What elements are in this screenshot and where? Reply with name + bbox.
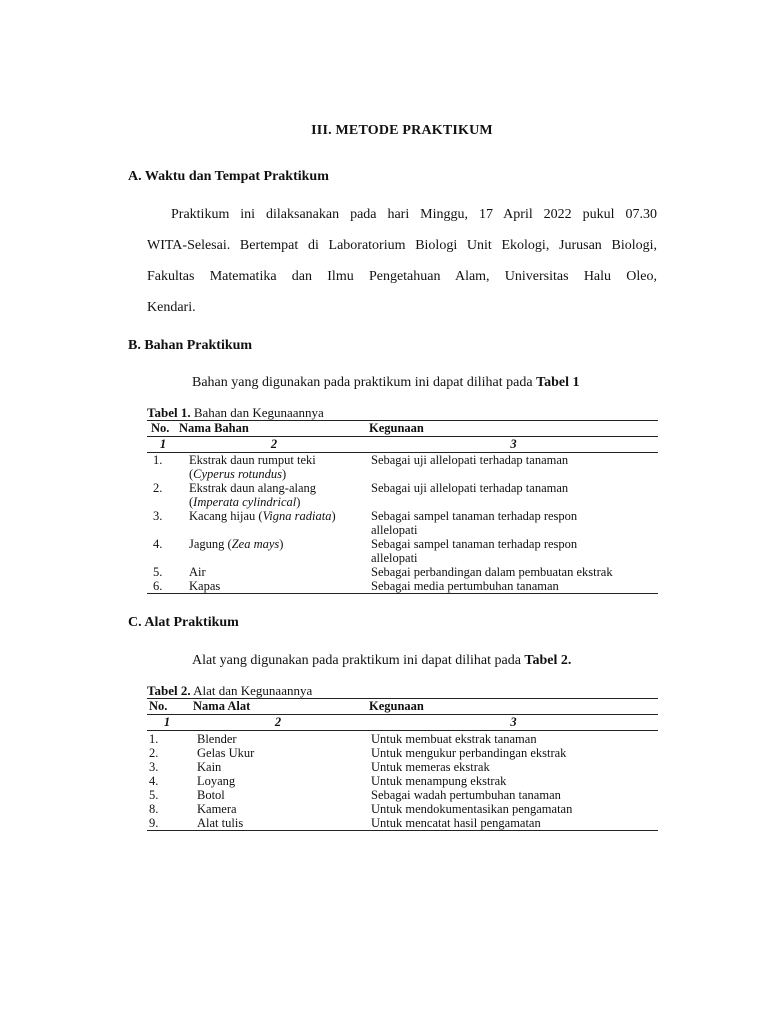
section-a-heading: A. Waktu dan Tempat Praktikum [128,169,329,184]
chapter-title: III. METODE PRAKTIKUM [311,123,493,138]
column-header-name: Nama Alat [187,699,369,715]
row-use: Untuk mengukur perbandingan ekstrak [371,746,567,760]
row-number: 2. [149,746,159,760]
row-number: 2. [153,481,163,495]
use-line: Sebagai sampel tanaman terhadap respon [371,537,578,551]
column-header-no: No. [147,699,187,715]
row-name: Blender [197,732,237,746]
row-number: 3. [153,509,163,523]
row-name [179,481,369,509]
row-name: Air [189,565,206,579]
row-name: Kain [197,760,222,774]
row-use: Untuk membuat ekstrak tanaman [371,732,537,746]
row-number: 4. [153,537,163,551]
material-name: Jagung ( [189,537,232,551]
row-name: Gelas Ukur [197,746,255,760]
paragraph-line: WITA-Selesai. Bertempat di Laboratorium Biologi Unit Ekologi, Jurusan Biologi, [147,238,657,253]
table-row [147,579,658,594]
table-1 [147,420,658,594]
paragraph-line: Praktikum ini dilaksanakan pada hari Minggu, 17 April 2022 pukul 07.30 [171,207,657,222]
table-row [147,746,658,760]
latin-close: ) [281,467,287,481]
use-line: Sebagai sampel tanaman terhadap respon [371,509,578,523]
column-number: 1 [147,437,179,453]
row-number: 1. [149,732,159,746]
use-line: allelopati [371,523,418,537]
section-a-paragraph [147,199,657,323]
intro-text: Alat yang digunakan pada praktikum ini dapat dilihat pada [192,653,525,668]
column-number: 2 [187,715,369,731]
row-use [369,509,658,537]
column-number: 3 [369,715,658,731]
latin-open: ( [189,495,194,509]
section-c-intro [192,653,571,669]
table-row [147,509,658,537]
section-b-intro [192,375,580,391]
column-number: 3 [369,437,658,453]
row-use: Sebagai uji allelopati terhadap tanaman [371,481,569,495]
use-line: allelopati [371,551,418,565]
row-number: 6. [147,579,179,594]
latin-name: Imperata cylindrical [193,495,297,509]
table-reference: Tabel 1 [536,375,580,390]
paragraph-line: Kendari. [147,300,196,315]
caption-label: Tabel 1. [147,405,191,420]
row-use: Untuk memeras ekstrak [371,760,490,774]
row-number: 5. [149,788,159,802]
row-number: 1. [153,453,163,467]
row-name: Alat tulis [187,816,369,831]
row-use: Untuk menampung ekstrak [371,774,507,788]
table-row [147,453,658,482]
material-name: Kacang hijau ( [189,509,263,523]
latin-close: ) [331,509,336,523]
column-number: 2 [179,437,369,453]
caption-text: Bahan dan Kegunaannya [190,405,324,420]
latin-close: ) [279,537,284,551]
section-b-heading: B. Bahan Praktikum [128,338,253,353]
latin-name: Cyperus rotundus [193,467,282,481]
intro-text: Bahan yang digunakan pada praktikum ini dapat dilihat pada [192,375,537,390]
column-header-use: Kegunaan [369,699,658,715]
caption-label: Tabel 2. [147,683,191,698]
table-row [147,774,658,788]
column-number: 1 [147,715,187,731]
table-row [147,788,658,802]
table-reference: Tabel 2. [524,653,572,668]
table-2 [147,698,658,831]
row-name: Loyang [197,774,236,788]
row-name [179,537,369,565]
column-header-use: Kegunaan [369,421,658,437]
latin-name: Zea mays [231,537,280,551]
table-row [147,481,658,509]
row-use: Sebagai uji allelopati terhadap tanaman [371,453,569,467]
row-number: 3. [149,760,159,774]
section-c-heading: C. Alat Praktikum [128,615,239,630]
latin-open: ( [189,467,194,481]
row-name: Kamera [197,802,237,816]
row-use: Sebagai wadah pertumbuhan tanaman [371,788,561,802]
row-name: Kapas [179,579,369,594]
row-use: Untuk mendokumentasikan pengamatan [371,802,573,816]
material-name: Ekstrak daun alang-alang [189,481,317,495]
row-use: Sebagai perbandingan dalam pembuatan ekstrak [371,565,613,579]
table-1-caption [147,405,324,421]
paragraph-line: Fakultas Matematika dan Ilmu Pengetahuan Alam, Universitas Halu Oleo, [147,269,657,284]
row-use: Sebagai media pertumbuhan tanaman [369,579,658,594]
row-number: 9. [147,816,187,831]
row-name: Botol [197,788,225,802]
row-use [369,537,658,565]
row-name [179,453,369,482]
table-row [147,802,658,816]
row-number: 4. [149,774,159,788]
table-row [147,816,658,831]
table-row [147,731,658,747]
table-row [147,537,658,565]
latin-name: Vigna radiata [262,509,332,523]
table-row [147,760,658,774]
row-use: Untuk mencatat hasil pengamatan [369,816,658,831]
material-name: Ekstrak daun rumput teki [189,453,316,467]
column-header-name: Nama Bahan [179,421,369,437]
latin-close: ) [296,495,301,509]
row-name [179,509,369,537]
table-2-caption [147,683,312,699]
column-header-no: No. [147,421,179,437]
caption-text: Alat dan Kegunaannya [190,683,313,698]
row-number: 8. [149,802,159,816]
table-row [147,565,658,579]
row-number: 5. [153,565,163,579]
